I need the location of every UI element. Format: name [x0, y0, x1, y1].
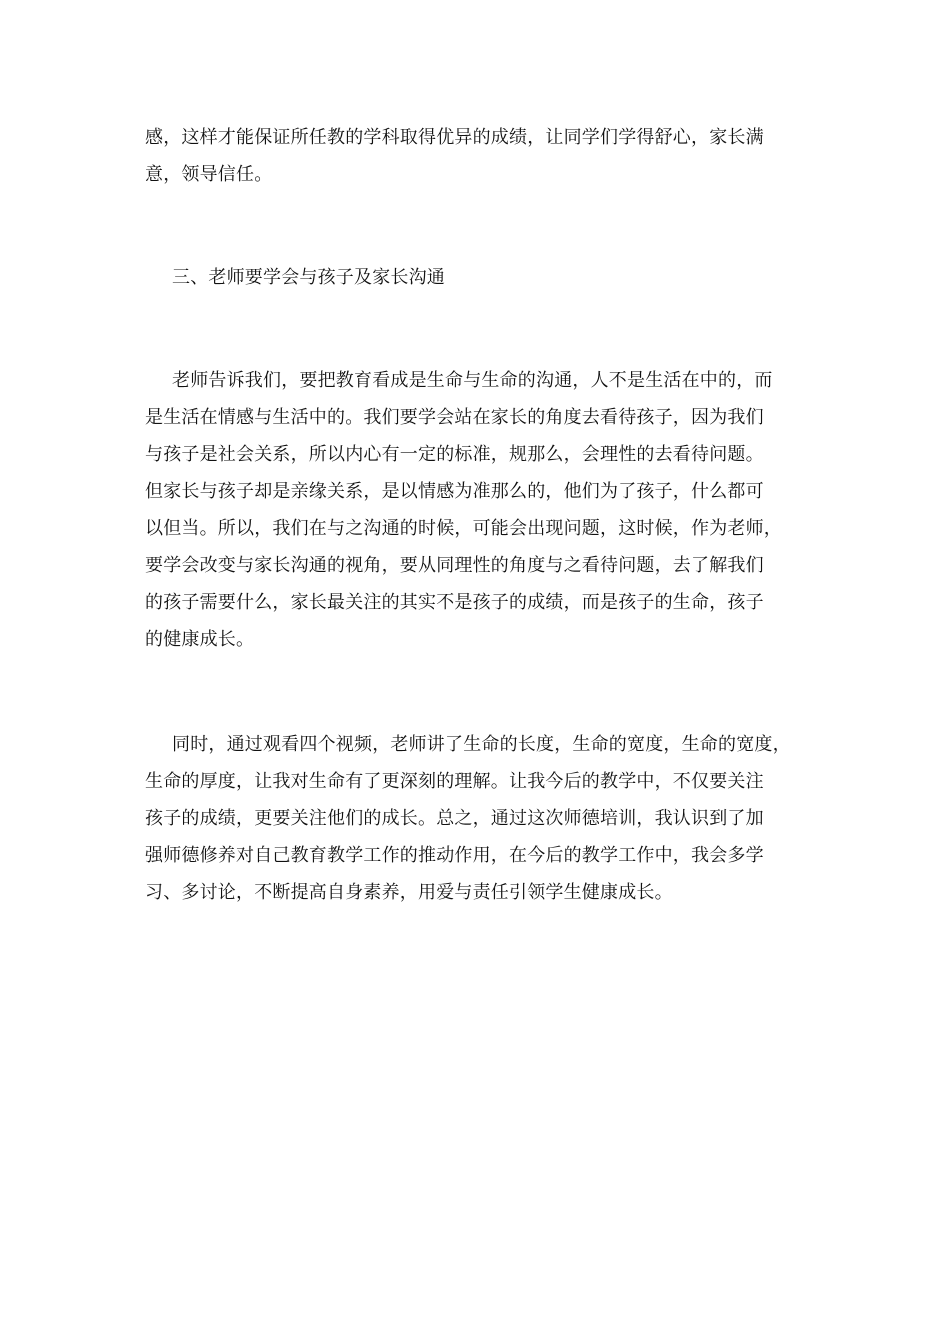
paragraph-line: 的孩子需要什么，家长最关注的其实不是孩子的成绩，而是孩子的生命，孩子 [145, 592, 764, 613]
paragraph-line: 意，领导信任。 [145, 164, 273, 185]
paragraph-line: 是生活在情感与生活中的。我们要学会站在家长的角度去看待孩子，因为我们 [145, 407, 764, 428]
paragraph-line: 同时，通过观看四个视频，老师讲了生命的长度，生命的宽度，生命的宽度， [172, 734, 791, 755]
paragraph-line: 与孩子是社会关系，所以内心有一定的标准，规那么，会理性的去看待问题。 [145, 444, 764, 465]
paragraph-line: 要学会改变与家长沟通的视角，要从同理性的角度与之看待问题，去了解我们 [145, 555, 764, 576]
paragraph-line: 以但当。所以，我们在与之沟通的时候，可能会出现问题，这时候，作为老师， [145, 518, 782, 539]
paragraph-line: 感，这样才能保证所任教的学科取得优异的成绩，让同学们学得舒心，家长满 [145, 127, 764, 148]
paragraph-line: 孩子的成绩，更要关注他们的成长。总之，通过这次师德培训，我认识到了加 [145, 808, 764, 829]
section-heading: 三、老师要学会与孩子及家长沟通 [172, 267, 445, 288]
paragraph-line: 的健康成长。 [145, 629, 255, 650]
paragraph-line: 习、多讨论，不断提高自身素养，用爱与责任引领学生健康成长。 [145, 882, 673, 903]
paragraph-line: 老师告诉我们，要把教育看成是生命与生命的沟通，人不是生活在中的，而 [172, 370, 773, 391]
paragraph-line: 强师德修养对自己教育教学工作的推动作用，在今后的教学工作中，我会多学 [145, 845, 764, 866]
paragraph-line: 生命的厚度，让我对生命有了更深刻的理解。让我今后的教学中，不仅要关注 [145, 771, 764, 792]
paragraph-line: 但家长与孩子却是亲缘关系，是以情感为准那么的，他们为了孩子，什么都可 [145, 481, 764, 502]
